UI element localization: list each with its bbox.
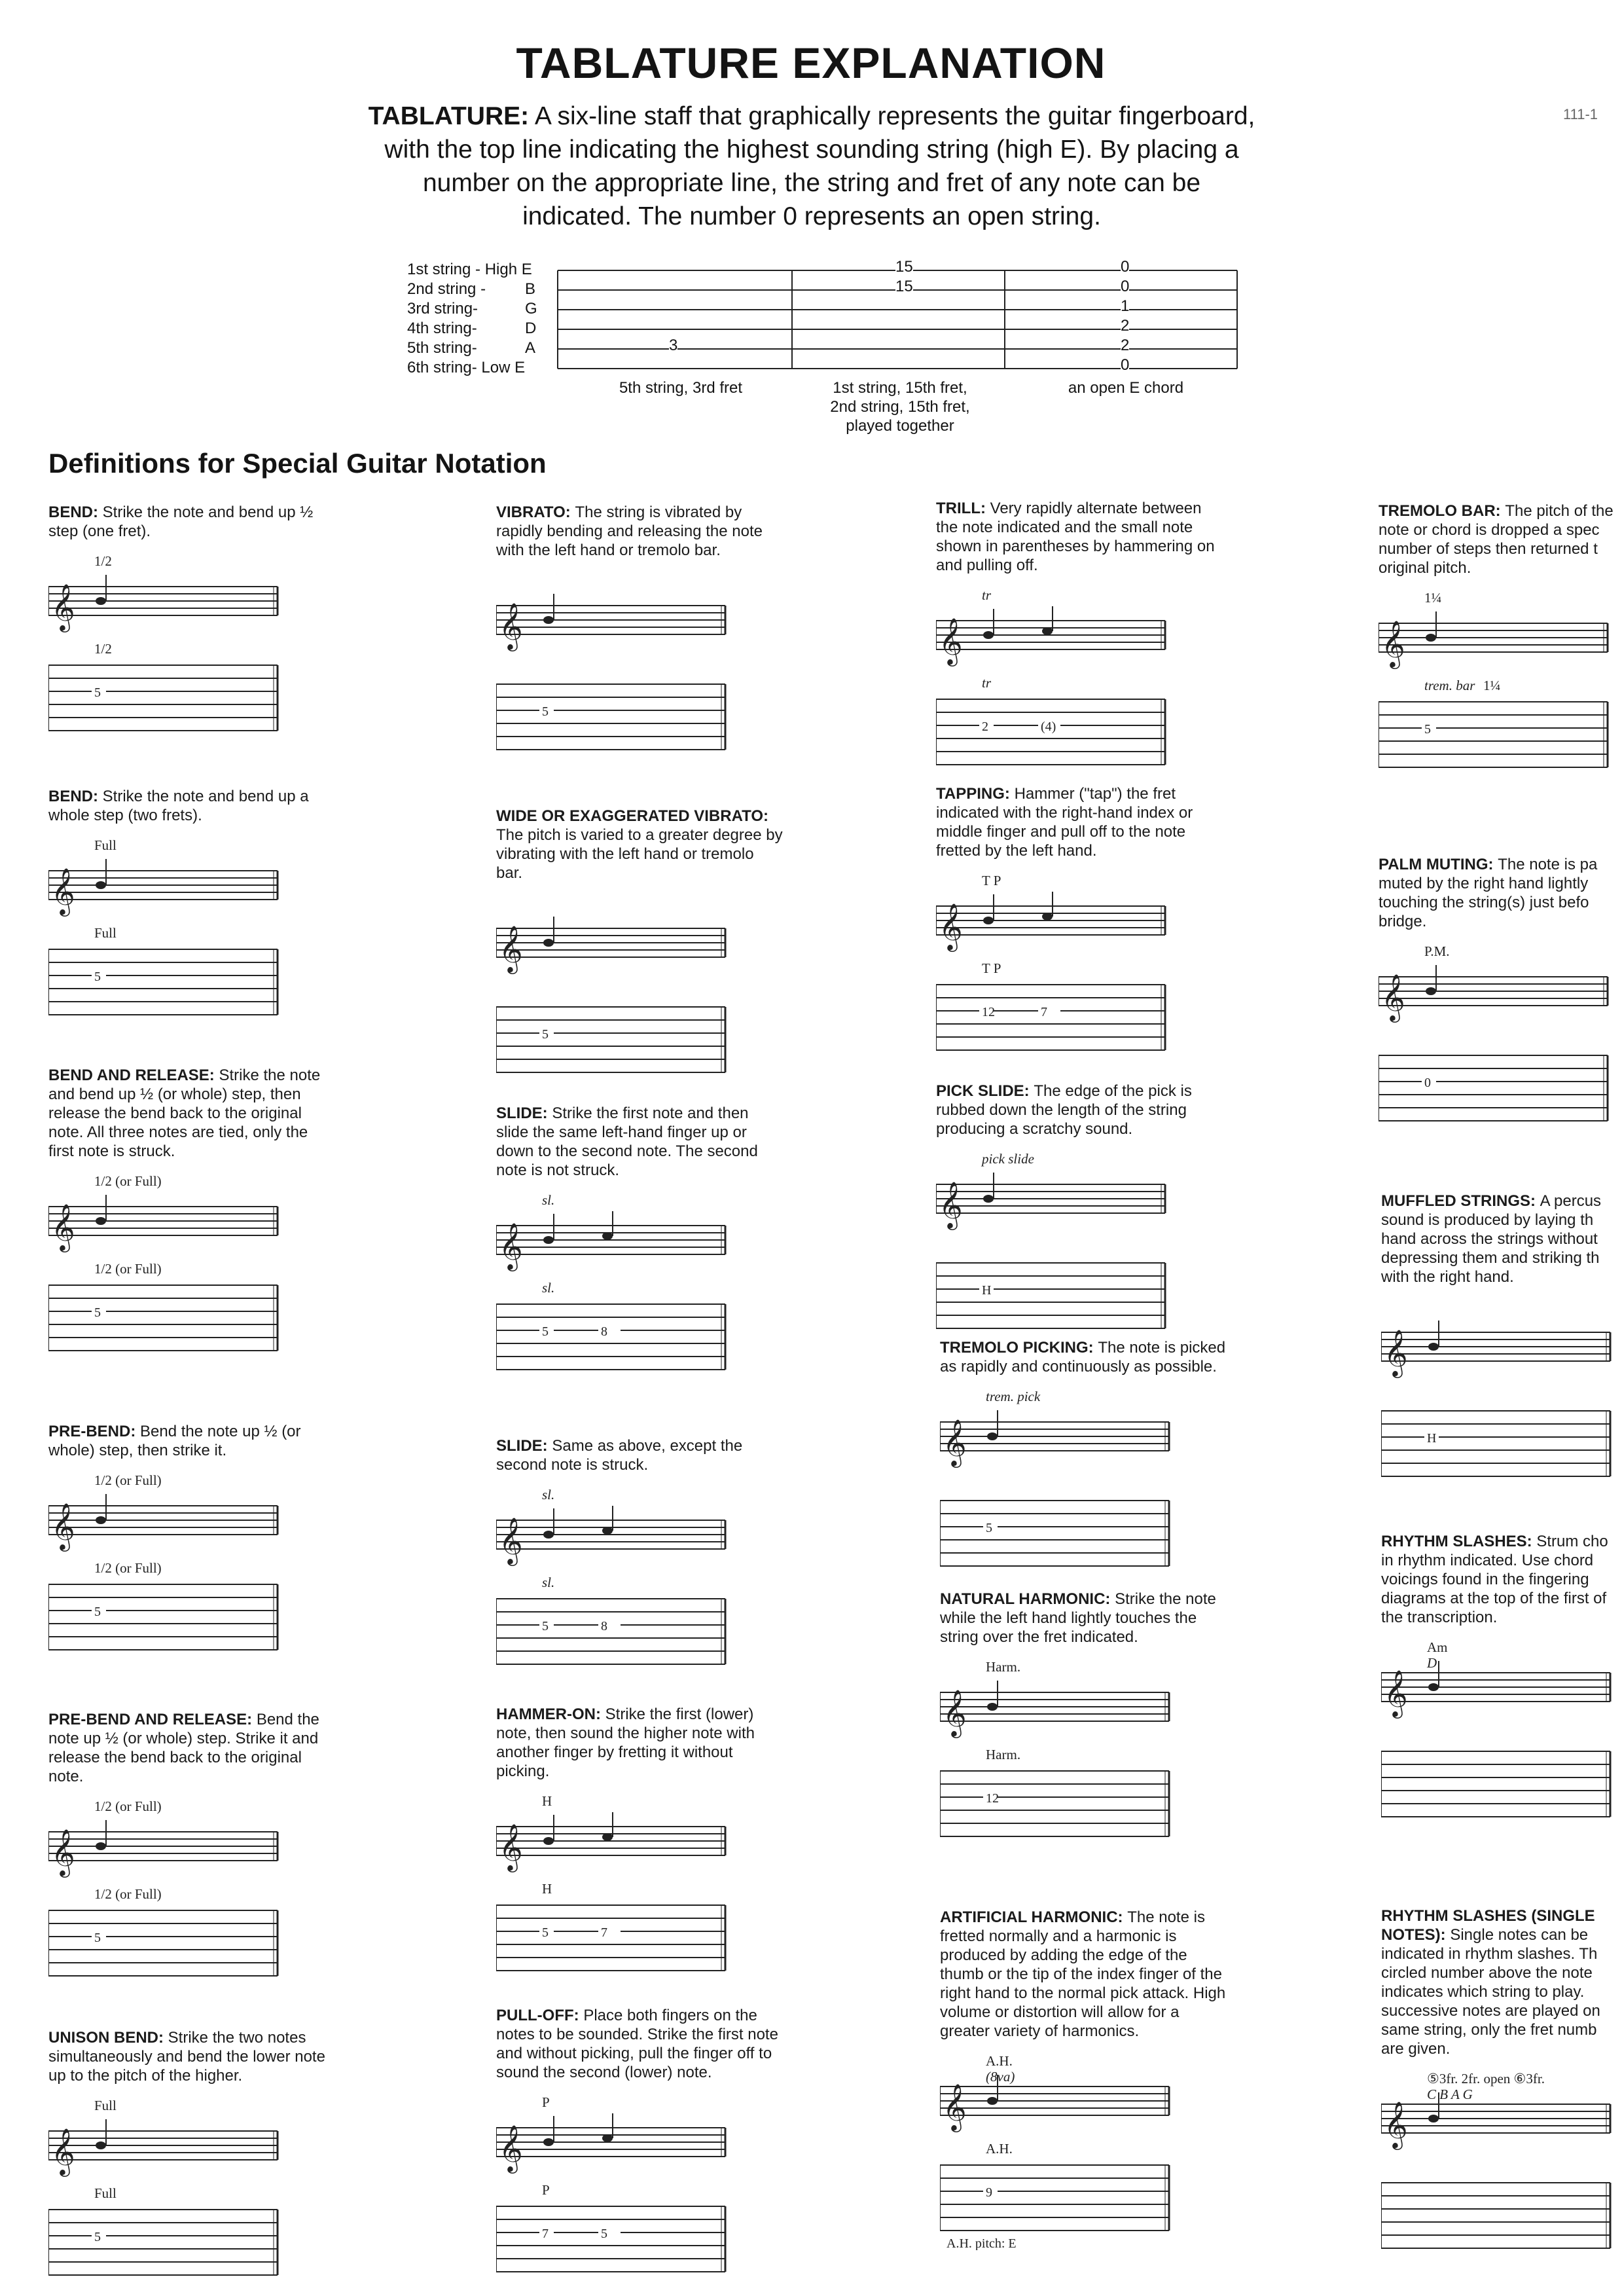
staff-annotation: ⑤3fr. 2fr. open ⑥3fr. [1427,2071,1545,2086]
definition-term: PICK SLIDE: [936,1082,1034,1100]
definition-description: A percus sound is produced by laying th hand across the strings without depressing them and striking th with the right hand. [1381,1192,1602,1286]
definition-block [940,1908,1228,2250]
notation-example [940,1653,1176,1856]
treble-clef-icon: 𝄞 [51,1831,75,1875]
notation-example [48,547,284,750]
staff-annotation: sl. [542,1487,555,1503]
definition-block [936,784,1224,1070]
staff-annotation: D [1427,1655,1437,1671]
definition-block [48,787,336,1034]
tab-fret-number: 8 [601,1324,607,1339]
staff-annotation: Harm. [986,1659,1021,1675]
definition-term: UNISON BEND: [48,2029,168,2047]
definition-description: Strike the two notes simultaneously and bend the lower note up to the pitch of the higher. [48,2029,325,2085]
notation-example [48,1793,284,1995]
tab-fret-number: 5 [542,1619,549,1633]
fret-number: 1 [1121,297,1130,315]
definition-description: Single notes can be indicated in rhythm slashes. Th circled number above the note indicates which string to play. successive notes are played on same string, only the fret numb are given. [1381,1926,1600,2058]
definition-term: MUFFLED STRINGS: [1381,1192,1540,1210]
definition-text [1379,855,1622,931]
definition-text [496,1436,784,1474]
notation-example [1381,1633,1617,1836]
definition-description: Strike the first note and then slide the same left-hand finger up or down to the second note. The second note is not struck. [496,1104,758,1179]
tab-fret-number: 8 [601,1619,607,1633]
treble-clef-icon: 𝄞 [51,1504,75,1549]
definition-description: Bend the note up ½ (or whole) step, then strike it. [48,1423,301,1459]
treble-clef-icon: 𝄞 [939,619,963,664]
intro-text: A six-line staff that graphically represents the guitar fingerboard, with the top line indicating the highest sounding string (high E). By placing a number on the appropriate line, the string and fret of any note can be indicated. The number 0 represents an open string. [384,102,1255,230]
tab-fret-number: H [982,1283,992,1298]
tab-fret-number: 0 [1424,1076,1431,1090]
treble-clef-icon: 𝄞 [943,2085,967,2130]
definition-term: TAPPING: [936,785,1015,803]
string-label-4: 4th string- D [407,319,537,337]
definition-term: NATURAL HARMONIC: [940,1590,1115,1608]
definition-text [1379,501,1622,577]
intro-term: TABLATURE: [368,102,530,130]
staff-annotation: sl. [542,1192,555,1208]
notation-example [1381,1293,1617,1496]
notation-example [936,1145,1172,1348]
tab-annotation: T P [982,960,1001,976]
definition-text [48,503,336,541]
definition-text [496,807,784,883]
definition-block [940,1338,1228,1586]
definition-description: Same as above, except the second note is struck. [496,1437,743,1474]
tab-annotation: 1/2 (or Full) [94,1261,162,1277]
definition-block [48,1066,336,1370]
treble-clef-icon: 𝄞 [499,1224,523,1269]
tab-fret-number: 7 [1041,1005,1047,1019]
definition-text [48,1710,336,1786]
tab-fret-number: 12 [986,1791,999,1806]
notation-example [1381,2065,1617,2268]
example-footer: A.H. pitch: E [946,2236,1017,2250]
staff-annotation: A.H. [986,2053,1013,2069]
notation-example [940,1383,1176,1586]
staff-annotation: pick slide [982,1151,1034,1167]
staff-annotation: H [542,1793,552,1809]
fret-number: 0 [1121,258,1130,276]
fret-number: 0 [1121,356,1130,374]
definition-block [496,1705,784,1990]
tab-fret-number: 5 [94,1931,101,1945]
definition-term: PRE-BEND AND RELEASE: [48,1711,257,1728]
definition-text [496,1104,784,1180]
treble-clef-icon: 𝄞 [1384,1331,1408,1376]
definition-text [1381,1532,1622,1627]
staff-annotation: 1/2 (or Full) [94,1173,162,1189]
fret-number: 3 [669,337,678,354]
tab-annotation: 1/2 (or Full) [94,1886,162,1902]
tab-annotation: A.H. [986,2141,1013,2157]
treble-clef-icon: 𝄞 [1384,2103,1408,2147]
definition-text [496,1705,784,1781]
treble-clef-icon: 𝄞 [943,1421,967,1465]
notation-example [940,2047,1176,2250]
string-label-2: 2nd string - B [407,280,536,298]
notation-example [496,1186,732,1389]
staff-annotation: tr [982,587,992,603]
definition-description: The pitch of the note or chord is dropped a spec number of steps then returned t original pitch. [1379,502,1613,577]
tab-annotation: sl. [542,1575,555,1590]
definition-block [48,1422,336,1669]
definition-description: Hammer ("tap") the fret indicated with the right-hand index or middle finger and pull off to the note fretted by the left hand. [936,785,1193,860]
definition-block [496,2006,784,2291]
definition-term: SLIDE: [496,1437,552,1455]
notation-example [48,2092,284,2295]
definition-text [936,784,1224,860]
definition-block [496,1436,784,1684]
treble-clef-icon: 𝄞 [499,604,523,649]
tab-fret-number: 5 [542,704,549,719]
definition-term: BEND AND RELEASE: [48,1066,219,1084]
tab-fret-number: 7 [601,1925,607,1940]
definition-description: The pitch is varied to a greater degree by vibrating with the left hand or tremolo bar. [496,826,783,882]
definition-description: Strike the note while the left hand lightly touches the string over the fret indicated. [940,1590,1216,1646]
treble-clef-icon: 𝄞 [499,2126,523,2171]
definition-block [48,1710,336,1995]
definition-term: ARTIFICIAL HARMONIC: [940,1908,1128,1926]
fret-number: 2 [1121,337,1130,354]
treble-clef-icon: 𝄞 [943,1691,967,1736]
treble-clef-icon: 𝄞 [51,585,75,630]
string-label-6: 6th string- Low E [407,359,526,376]
notation-example [48,1167,284,1370]
tab-annotation: 1/2 (or Full) [94,1560,162,1576]
fret-number: 15 [895,278,913,295]
definition-text [940,1338,1228,1376]
definition-term: PALM MUTING: [1379,856,1498,873]
notation-example [1379,584,1614,787]
tab-annotation: trem. bar [1424,678,1475,693]
definition-block [48,503,336,750]
definition-text [48,2028,336,2085]
definition-term: PULL-OFF: [496,2007,584,2024]
definition-text [940,1908,1228,2041]
tab-annotation: Full [94,2185,117,2201]
definition-term: SLIDE: [496,1104,552,1122]
tab-annotation: Harm. [986,1747,1021,1762]
string-label-5: 5th string- A [407,339,536,357]
notation-example [496,889,732,1092]
staff-annotation: 1/2 (or Full) [94,1472,162,1488]
tab-example-caption: 5th string, 3rd fret [619,379,743,397]
fret-number: 2 [1121,317,1130,335]
staff-annotation: P.M. [1424,943,1450,959]
definition-description: The note is picked as rapidly and continuously as possible. [940,1339,1226,1376]
treble-clef-icon: 𝄞 [51,869,75,914]
definition-description: The note is pa muted by the right hand lightly touching the string(s) just befo bridge. [1379,856,1598,930]
definition-block [1381,1192,1622,1496]
treble-clef-icon: 𝄞 [1381,622,1405,666]
definition-text [48,1422,336,1460]
definition-block [936,499,1224,784]
staff-annotation: P [542,2094,550,2110]
intro-paragraph [367,100,1257,233]
definition-term: VIBRATO: [496,503,575,521]
definition-block [48,2028,336,2295]
tab-example-caption: an open E chord [1068,379,1184,397]
definition-term: HAMMER-ON: [496,1705,605,1723]
definition-term: PRE-BEND: [48,1423,141,1440]
tab-fret-number: H [1427,1431,1437,1446]
definition-term: TREMOLO PICKING: [940,1339,1098,1357]
notation-example [496,1481,732,1684]
page-title: TABLATURE EXPLANATION [516,39,1106,87]
tab-fret-number: 5 [542,1324,549,1339]
staff-annotation: C B A G [1427,2086,1473,2102]
tab-annotation: Full [94,925,117,941]
treble-clef-icon: 𝄞 [499,927,523,972]
definition-text [48,787,336,825]
definition-term: BEND: [48,788,103,805]
tab-fret-number: 9 [986,2185,992,2200]
tab-fret-number: 2 [982,720,988,734]
tab-fret-number: 5 [94,685,101,700]
definition-block [496,503,784,769]
definition-block [940,1590,1228,1856]
staff-annotation: Full [94,2098,117,2113]
staff-annotation: 1/2 [94,553,112,569]
treble-clef-icon: 𝄞 [1381,975,1405,1020]
fret-number: 15 [895,258,913,276]
definition-term: WIDE OR EXAGGERATED VIBRATO: [496,807,769,825]
treble-clef-icon: 𝄞 [499,1519,523,1563]
staff-annotation: Full [94,837,117,853]
staff-annotation: (8va) [986,2069,1015,2085]
treble-clef-icon: 𝄞 [939,905,963,949]
tab-fret-number: 5 [1424,722,1431,737]
definition-term: BEND: [48,503,103,521]
definition-description: Place both fingers on the notes to be sounded. Strike the first note and without picking, pull the finger off to sound the second (lower) note. [496,2007,778,2081]
definition-description: Strike the first (lower) note, then sound the higher note with another finger by fretting it without picking. [496,1705,755,1780]
tab-fret-number: 5 [94,970,101,984]
tab-fret-number: 5 [542,1027,549,1042]
definition-term: RHYTHM SLASHES: [1381,1533,1537,1550]
tab-fret-number: 5 [94,2230,101,2244]
notation-example [936,581,1172,784]
tab-fret-number: (4) [1041,720,1056,734]
tab-fret-number: 5 [94,1605,101,1619]
definition-text [496,2006,784,2082]
definition-term: TREMOLO BAR: [1379,502,1505,520]
definition-text [940,1590,1228,1647]
definition-description: The string is vibrated by rapidly bending and releasing the note with the left hand or tremolo bar. [496,503,763,559]
tab-fret-number: 7 [542,2227,549,2241]
tab-annotation: tr [982,675,992,691]
tab-annotation: P [542,2182,550,2198]
notation-example [496,1787,732,1990]
tab-fret-number: 5 [986,1521,992,1535]
definition-text [936,1082,1224,1139]
tab-fret-number: 5 [542,1925,549,1940]
page-code: 111-1 [1563,106,1598,122]
staff-annotation: Am [1427,1639,1448,1655]
tab-annotation: sl. [542,1280,555,1296]
tab-fret-number: 5 [94,1305,101,1320]
notation-example [496,2088,732,2291]
definition-block [1381,1532,1622,1836]
definition-block [496,1104,784,1389]
staff-annotation: trem. pick [986,1389,1041,1404]
treble-clef-icon: 𝄞 [51,2130,75,2174]
section-heading: Definitions for Special Guitar Notation [48,448,547,479]
definition-term: TRILL: [936,500,990,517]
definition-text [496,503,784,560]
treble-clef-icon: 𝄞 [1384,1671,1408,1716]
staff-annotation: 1/2 (or Full) [94,1798,162,1814]
definition-description: Strike the note and bend up ½ step (one fret). [48,503,314,540]
definition-description: Very rapidly alternate between the note indicated and the small note shown in parentheses by hammering on and pulling off. [936,500,1215,574]
tab-annotation: 1¼ [1483,678,1501,693]
notation-example [936,867,1172,1070]
notation-example [48,831,284,1034]
notation-example [1379,938,1614,1140]
definition-block [496,807,784,1092]
definition-description: Bend the note up ½ (or whole) step. Strike it and release the bend back to the original note. [48,1711,319,1785]
notation-example [496,566,732,769]
string-label-3: 3rd string- G [407,300,537,318]
tab-fret-number: 12 [982,1005,995,1019]
definition-term: RHYTHM SLASHES (SINGLE NOTES): [1381,1907,1595,1944]
definition-block [1381,1906,1622,2268]
definition-block [936,1082,1224,1348]
definition-description: The note is fretted normally and a harmonic is produced by adding the edge of the thumb or the tip of the index finger of the right hand to the normal pick attack. High volume or distortion will allow for a greater variety of harmonics. [940,1908,1226,2040]
staff-annotation: 1¼ [1424,590,1442,606]
definition-text [936,499,1224,575]
tab-annotation: H [542,1881,552,1897]
staff-annotation: T P [982,873,1001,888]
definition-description: Strike the note and bend up ½ (or whole) step, then release the bend back to the original note. All three notes are tied, only the first note is struck. [48,1066,321,1160]
definition-description: Strike the note and bend up a whole step (two frets). [48,788,309,824]
notation-example [48,1467,284,1669]
tab-example-caption: 1st string, 15th fret, 2nd string, 15th fret, played together [830,379,970,435]
treble-clef-icon: 𝄞 [939,1183,963,1228]
tab-fret-number: 5 [601,2227,607,2241]
tab-annotation: 1/2 [94,641,112,657]
treble-clef-icon: 𝄞 [51,1205,75,1250]
fret-number: 0 [1121,278,1130,295]
definition-block [1379,501,1622,787]
definition-text [1381,1192,1622,1286]
definition-description: Strum cho in rhythm indicated. Use chord voicings found in the fingering diagrams at the top of the first of the transcription. [1381,1533,1608,1626]
treble-clef-icon: 𝄞 [499,1825,523,1870]
definition-text [1381,1906,1622,2058]
definition-description: The edge of the pick is rubbed down the length of the string producing a scratchy sound. [936,1082,1192,1138]
definition-text [48,1066,336,1161]
string-label-1: 1st string - High E [407,261,532,278]
definition-block [1379,855,1622,1140]
